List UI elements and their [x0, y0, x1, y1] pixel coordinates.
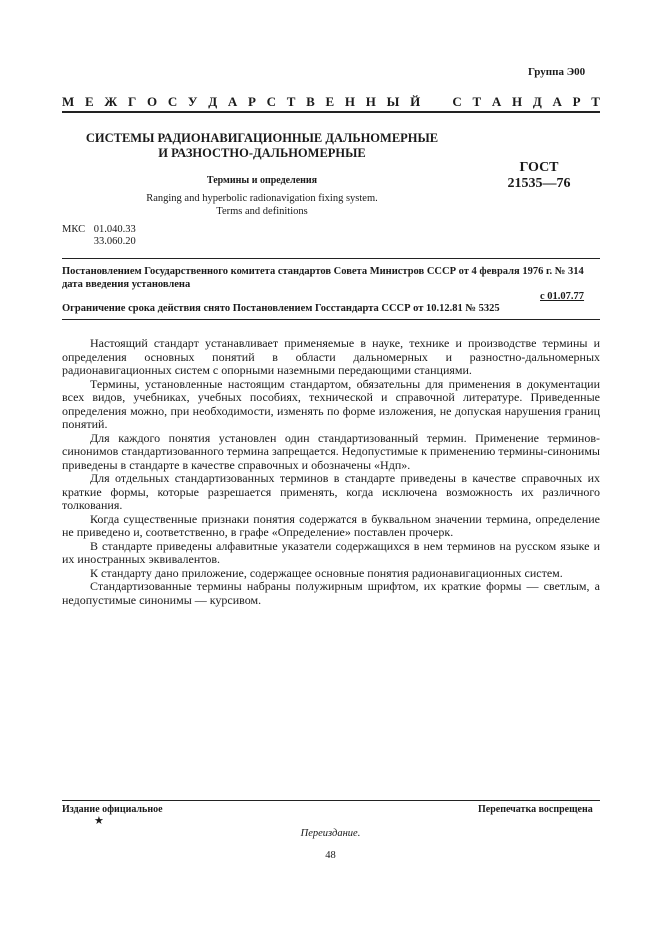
footer-rule — [62, 800, 600, 801]
body-text — [62, 337, 600, 607]
heading-letter: Р — [572, 94, 581, 109]
group-label: Группа Э00 — [528, 66, 586, 78]
mks-codes — [62, 224, 136, 248]
paragraph: Когда существенные признаки понятия содержатся в буквальном значении термина, определение не приведено и, соответственно, в графе «Определение» поставлен прочерк. — [62, 511, 600, 539]
gost-label: ГОСТ — [519, 160, 559, 175]
document-title — [62, 131, 462, 161]
heading-letter: Й — [410, 94, 421, 109]
title-line-2: И РАЗНОСТНО-ДАЛЬНОМЕРНЫЕ — [158, 146, 366, 160]
heading-letter: М — [62, 94, 75, 109]
heading-letter: Д — [532, 94, 542, 109]
heading-letter: С — [266, 94, 277, 109]
heading-letter: С — [167, 94, 178, 109]
reissue-label: Переиздание. — [300, 828, 361, 839]
heading-letter: Н — [365, 94, 376, 109]
heading-letter: Д — [208, 94, 218, 109]
heading-letter: А — [552, 94, 562, 109]
star-icon: ★ — [94, 815, 104, 827]
heading-letter: Ы — [386, 94, 400, 109]
decree-text — [62, 265, 600, 291]
heading-letter: Е — [325, 94, 335, 109]
official-edition-label: Издание официальное — [62, 804, 163, 815]
limit-removal-text: Ограничение срока действия снято Постановлением Госстандарта СССР от 10.12.81 № 5325 — [62, 303, 500, 314]
mks-code-1: 01.040.33 — [93, 224, 136, 235]
subtitle-english-line-1: Ranging and hyperbolic radionavigation fixing system. — [146, 193, 378, 204]
interstate-standard-heading — [62, 94, 600, 110]
decree-rule — [62, 258, 600, 259]
heading-letter: Е — [85, 94, 94, 109]
paragraph: Настоящий стандарт устанавливает применяемые в науке, технике и производстве термины и определения основных понятий в области дальномерных и разностно-дальномерных радионавигационных систем с опорными наземными передающими станциями. — [62, 336, 600, 377]
subtitle-english — [62, 192, 462, 218]
introduction-date: с 01.07.77 — [540, 291, 585, 302]
paragraph: К стандарту дано приложение, содержащее основные понятия радионавигационных систем. — [90, 565, 563, 580]
mks-code-2: 33.060.20 — [93, 236, 136, 247]
mks-label: МКС — [62, 224, 86, 235]
body-rule — [62, 319, 600, 320]
paragraph: Термины, установленные настоящим стандартом, обязательны для применения в документации всех видов, учебниках, учебных пособиях, технической и справочной литературе. Приведенные определения можно, при необходимости, изменять по форме изложения, не допуская нарушения границ понятий. — [62, 376, 600, 431]
paragraph: Стандартизованные термины набраны полужирным шрифтом, их краткие формы — светлым, а недопустимые синонимы — курсивом. — [62, 579, 600, 607]
gost-designation — [494, 160, 584, 192]
heading-letter: А — [227, 94, 238, 109]
heading-letter: В — [306, 94, 315, 109]
decree-line-1: Постановлением Государственного комитета стандартов Совета Министров СССР от 4 февраля 1976 г. № 314 — [62, 266, 584, 277]
reprint-prohibited-label: Перепечатка воспрещена — [478, 804, 593, 815]
subtitle-russian: Термины и определения — [206, 175, 318, 186]
page-number: 48 — [325, 850, 336, 861]
heading-letter: Т — [472, 94, 482, 109]
subtitle-english-line-2: Terms and definitions — [216, 206, 308, 217]
heading-letter: Ж — [104, 94, 118, 109]
heading-letter: Т — [286, 94, 296, 109]
heading-letter: Р — [247, 94, 256, 109]
paragraph: Для каждого понятия установлен один стандартизованный термин. Применение терминов-синонимов стандартизованного термина запрещается. Недопустимые к применению термины-синонимы приведены в стандарте в качестве справочных и обозначены «Ндп». — [62, 430, 600, 472]
heading-letter: С — [452, 94, 462, 109]
gost-number: 21535—76 — [507, 176, 571, 191]
paragraph: Для отдельных стандартизованных терминов в стандарте приведены в качестве справочных их краткие формы, которые разрешается применять, когда исключена возможность их различного толкования. — [62, 471, 600, 512]
heading-letter: А — [491, 94, 502, 109]
title-line-1: СИСТЕМЫ РАДИОНАВИГАЦИОННЫЕ ДАЛЬНОМЕРНЫЕ — [85, 131, 439, 145]
paragraph: В стандарте приведены алфавитные указатели содержащихся в нем терминов на русском языке и их иностранных эквивалентов. — [62, 538, 600, 566]
heading-letter: Т — [591, 94, 600, 109]
decree-line-2: дата введения установлена — [62, 279, 191, 290]
heading-letter: О — [146, 94, 158, 109]
heading-letter: Н — [344, 94, 356, 109]
heading-letter: Г — [127, 94, 137, 109]
header-rule — [62, 111, 600, 113]
heading-letter: Н — [511, 94, 523, 109]
heading-letter: У — [187, 94, 198, 109]
